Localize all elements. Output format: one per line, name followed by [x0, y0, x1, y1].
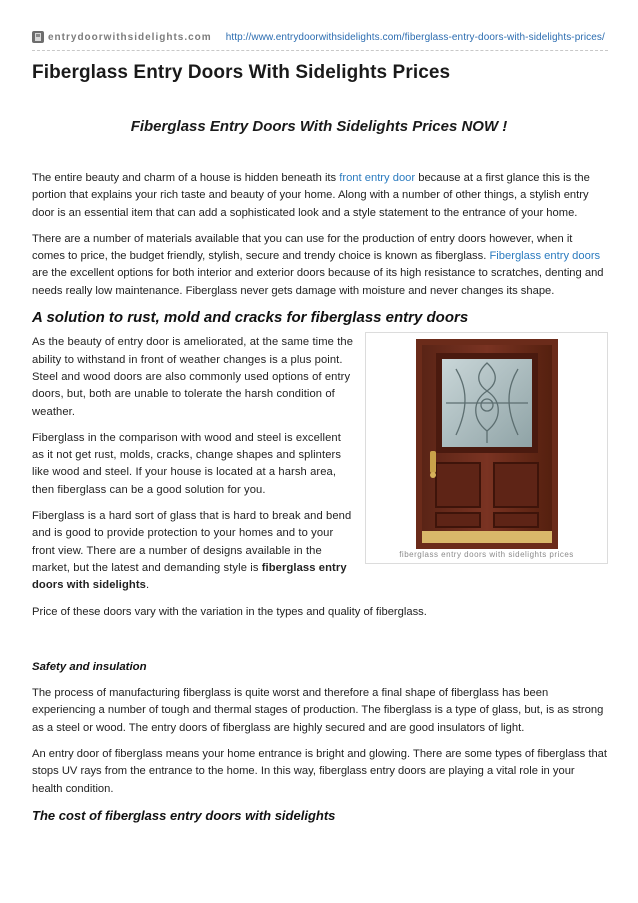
page-url[interactable]: http://www.entrydoorwithsidelights.com/fiberglass-entry-doors-with-sidelights-prices/: [225, 31, 605, 43]
door-figure: [365, 332, 608, 564]
article-body: [32, 170, 608, 832]
section1-paragraph-3: Fiberglass is a hard sort of glass that is hard to break and bend and is good to provide protection to your homes and to your front view. There are a number of designs available in the market, but the latest and demanding style is fiberglass entry doors with sidelights.: [32, 510, 352, 592]
fiberglass-entry-doors-link[interactable]: Fiberglass entry doors: [489, 250, 601, 263]
section2-paragraph-2: An entry door of fiberglass means your home entrance is bright and glowing. There are some types of fiberglass that stops UV rays from the entrance to the home. In this way, fiberglass entry doors are playing a vital role in your health condition.: [32, 748, 608, 795]
section-heading-cost: The cost of fiberglass entry doors with sidelights: [32, 807, 336, 823]
section2-paragraph-1: The process of manufacturing fiberglass is quite worst and therefore a final shape of fiberglass has been experiencing a number of tough and thermal stages of production. The fiberglass is a type of glass, but, is as strong as a steel or wood. The entry doors of fiberglass are highly secured and are good insulators of light.: [32, 687, 604, 734]
header-divider: [32, 50, 608, 51]
section-heading-rust: A solution to rust, mold and cracks for fiberglass entry doors: [32, 309, 469, 327]
front-entry-door-link[interactable]: front entry door: [339, 172, 416, 184]
section1-paragraph-4: Price of these doors vary with the variation in the types and quality of fiberglass.: [32, 605, 427, 618]
section1-paragraph-1: As the beauty of entry door is ameliorated, at the same time the ability to withstand in front of weather changes is a plus point. Steel and wood doors are also commonly used options of entry doors, but, both are unable to tolerate the harsh condition of weather.: [32, 336, 354, 418]
fiberglass-sidelights-bold: fiberglass entry doors with sidelights: [32, 561, 347, 592]
page-title: Fiberglass Entry Doors With Sidelights Prices: [32, 62, 451, 83]
intro-paragraph-2: There are a number of materials available that you can use for the production of entry doors however, when it comes to price, the budget friendly, stylish, secure and trendy choice is known as fiberglass. Fiberglass entry doors are the excellent options for both interior and exterior doors because of its high resistance to scratches, denting and needs really low maintenance. Fiberglass never gets damage with moisture and never changes its shape.: [32, 232, 604, 297]
section1-paragraph-2: Fiberglass in the comparison with wood and steel is excellent as it not get rust, molds, cracks, change shapes and splinters like wood and steel. If your house is located at a harsh area, then fiberglass can be a good solution for you.: [32, 431, 342, 496]
section-heading-safety: Safety and insulation: [32, 660, 147, 673]
page-header: [32, 28, 608, 46]
intro-paragraph-1: The entire beauty and charm of a house is hidden beneath its front entry door because at a first glance this is the portion that explains your rich taste and beauty of your home. Along with a number of other things, a stylish entry door is an essential item that can add a sophisticated look and a style statement to the entrance of your home.: [32, 172, 590, 219]
fiberglass-door-illustration: [416, 339, 558, 549]
door-image: [372, 339, 601, 549]
site-name[interactable]: entrydoorwithsidelights.com: [48, 31, 212, 43]
site-favicon-icon: [32, 31, 44, 43]
door-image-caption[interactable]: fiberglass entry doors with sidelights prices: [399, 550, 574, 560]
page-subtitle: Fiberglass Entry Doors With Sidelights Prices NOW !: [130, 118, 508, 135]
